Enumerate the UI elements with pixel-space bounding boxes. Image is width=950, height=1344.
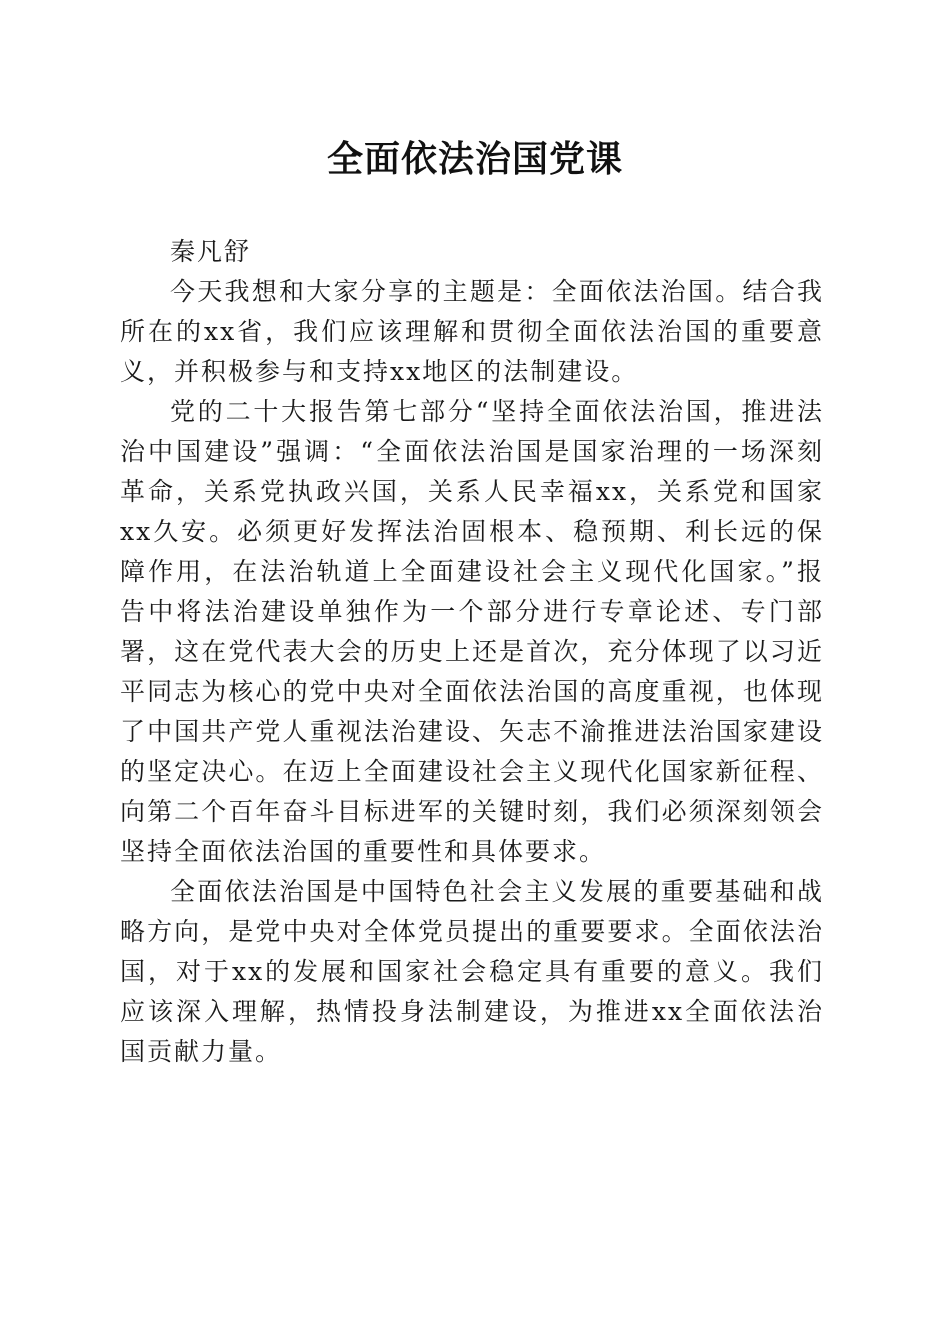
document-body [120,232,824,1072]
paragraph-conclusion: 全面依法治国是中国特色社会主义发展的重要基础和战略方向，是党中央对全体党员提出的重要要求。全面依法治国，对于xx的发展和国家社会稳定具有重要的意义。我们应该深入理解，热情投身法制建设，为推进xx全面依法治国贡献力量。 [120,877,824,1066]
document-title: 全面依法治国党课 [326,138,623,180]
author-name: 秦凡舒 [170,237,252,266]
paragraph-intro: 今天我想和大家分享的主题是：全面依法治国。结合我所在的xx省，我们应该理解和贯彻全面依法治国的重要意义，并积极参与和支持xx地区的法制建设。 [120,277,824,386]
paragraph-report: 党的二十大报告第七部分“坚持全面依法治国，推进法治中国建设”强调：“全面依法治国是国家治理的一场深刻革命，关系党执政兴国，关系人民幸福xx，关系党和国家xx久安。必须更好发挥法治固根本、稳预期、利长远的保障作用，在法治轨道上全面建设社会主义现代化国家。”报告中将法治建设单独作为一个部分进行专章论述、专门部署，这在党代表大会的历史上还是首次，充分体现了以习近平同志为核心的党中央对全面依法治国的高度重视，也体现了中国共产党人重视法治建设、矢志不渝推进法治国家建设的坚定决心。在迈上全面建设社会主义现代化国家新征程、向第二个百年奋斗目标进军的关键时刻，我们必须深刻领会坚持全面依法治国的重要性和具体要求。 [120,397,824,866]
